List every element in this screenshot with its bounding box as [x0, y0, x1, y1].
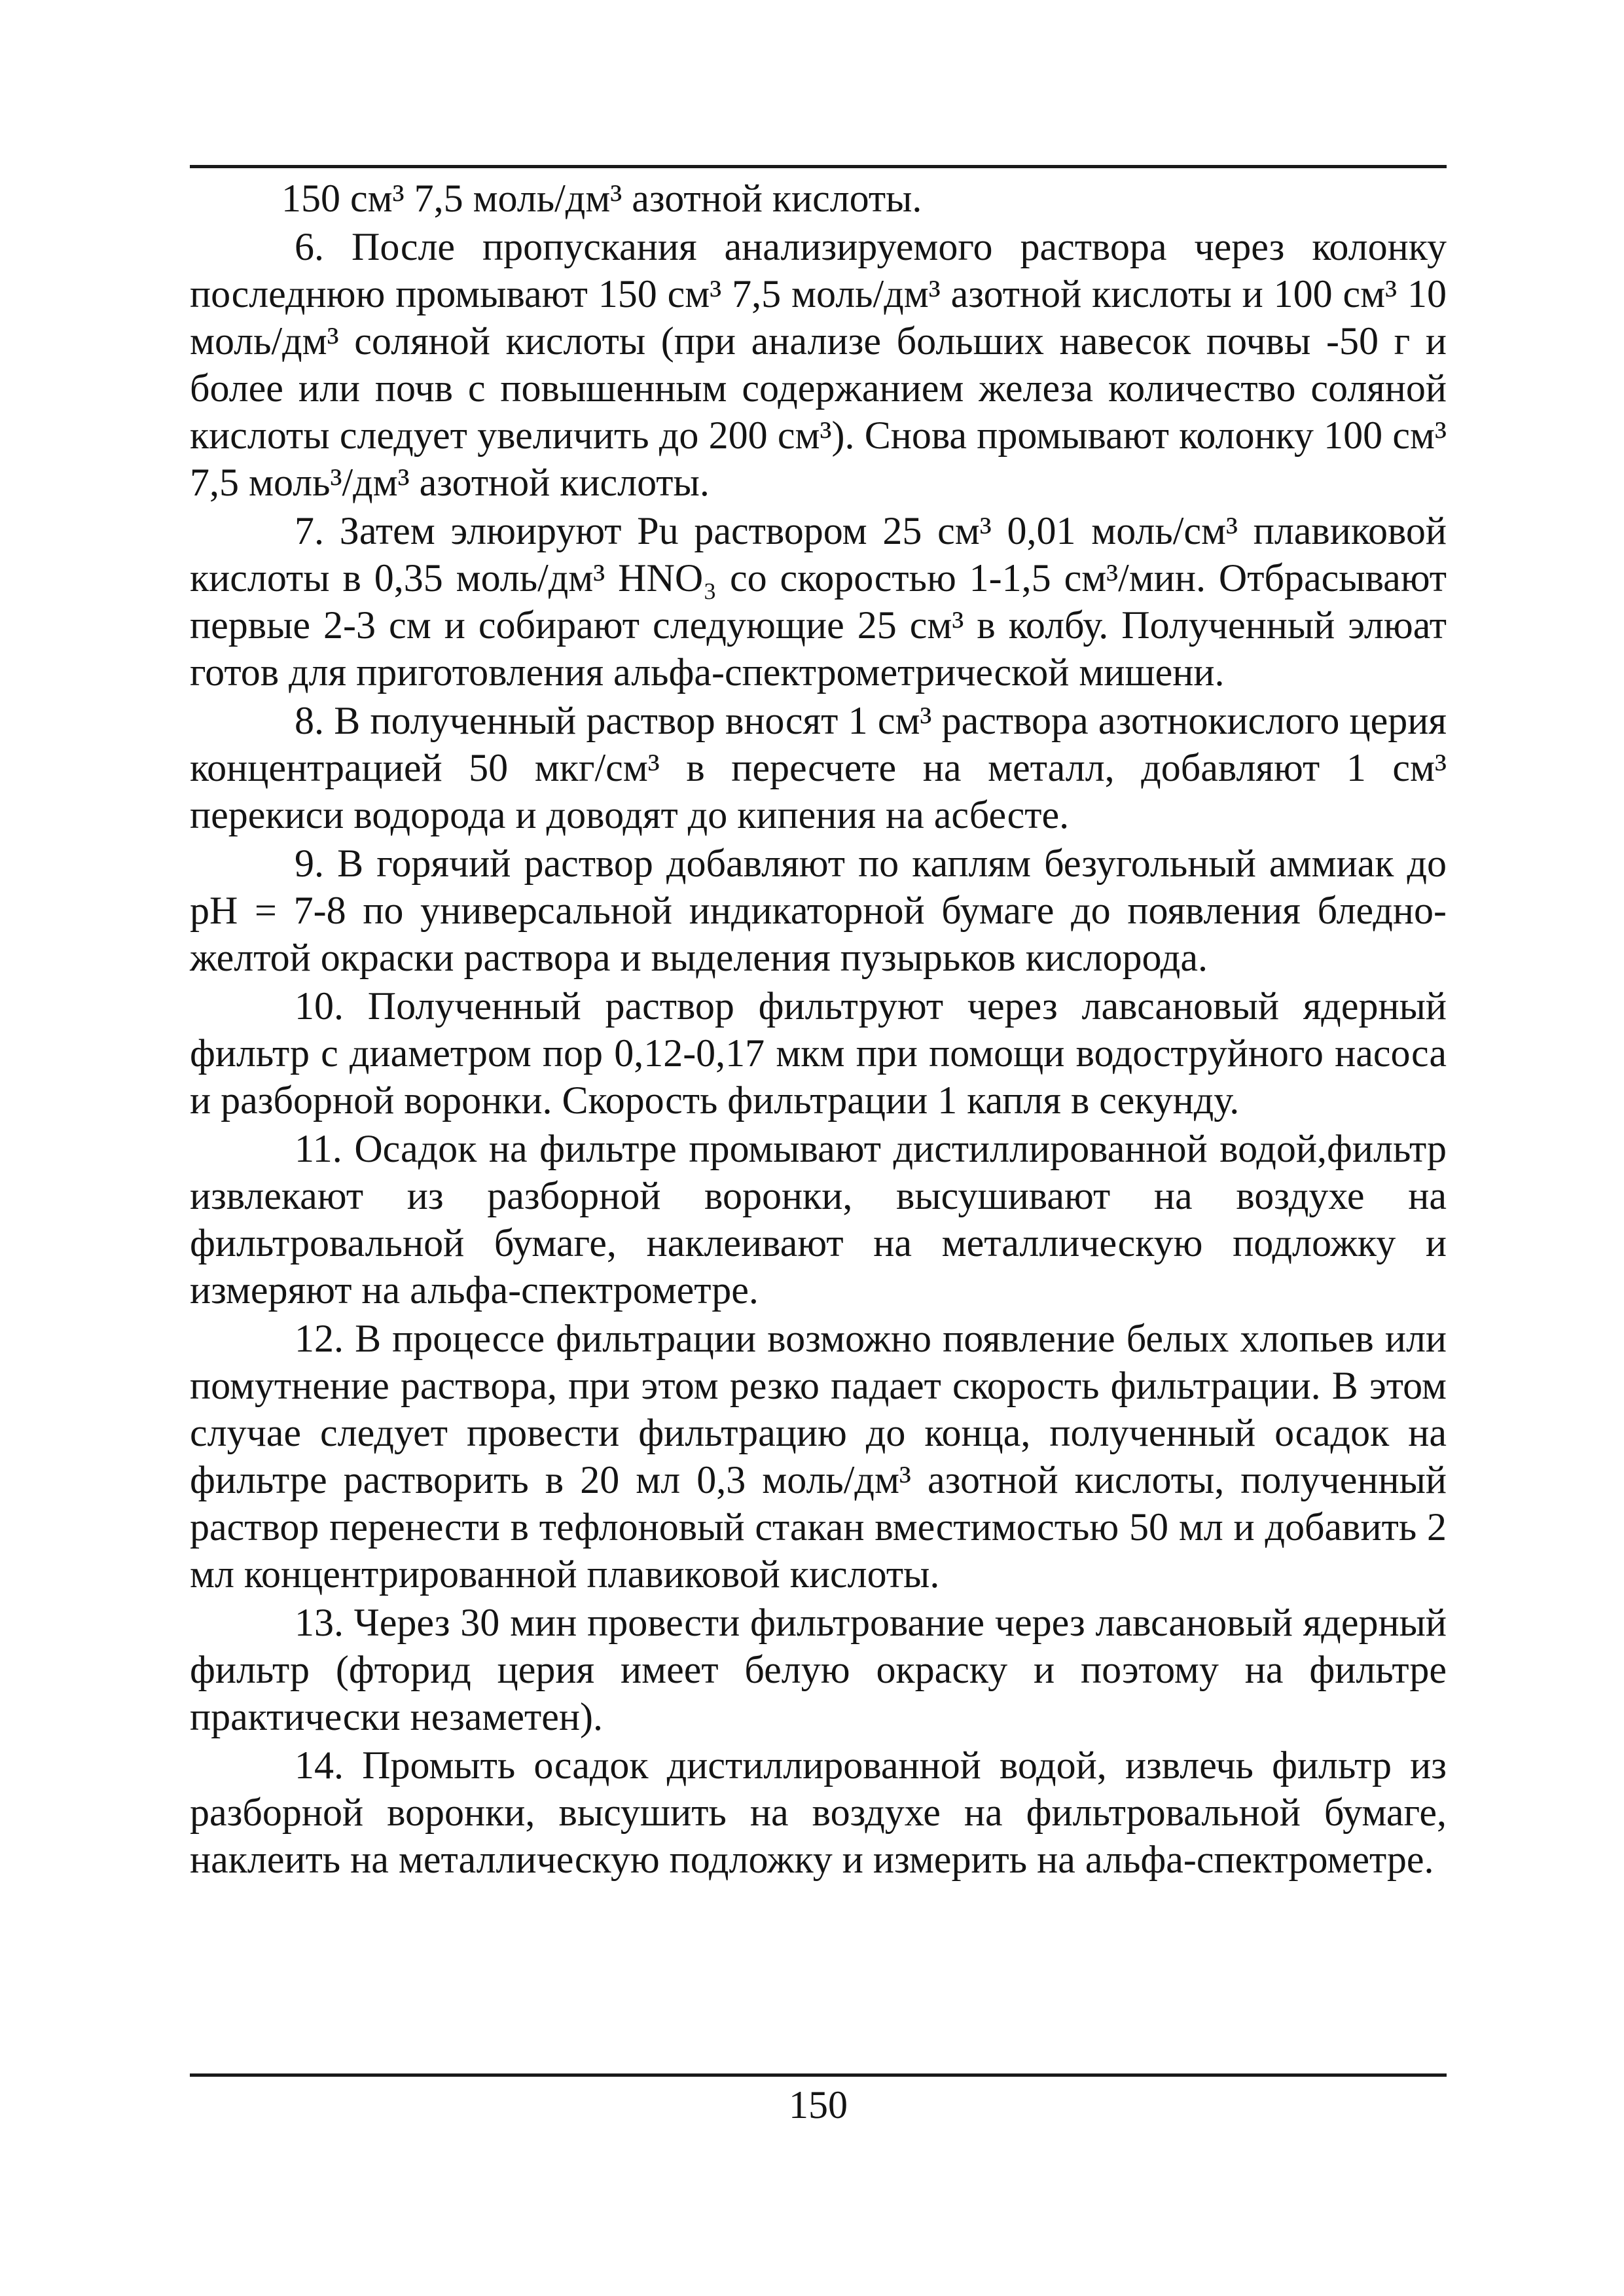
paragraph-step-8: 8. В полученный раствор вносят 1 см³ раствора азотнокислого церия концентрацией 50 мкг/см³ в пересчете на металл, добавляют 1 см³ перекиси водорода и доводят до кипения на асбесте. [190, 699, 1447, 836]
paragraph-step-10: 10. Полученный раствор фильтруют через лавсановый ядерный фильтр с диаметром пор 0,12-0,17 мкм при помощи водоструйного насоса и разборной воронки. Скорость фильтрации 1 капля в секунду. [190, 984, 1447, 1122]
paragraph-step-11: 11. Осадок на фильтре промывают дистиллированной водой,фильтр извлекают из разборной воронки, высушивают на воздухе на фильтровальной бумаге, наклеивают на металлическую подложку и измеряют на альфа-спектрометре. [190, 1127, 1447, 1312]
paragraph-continuation: 150 см³ 7,5 моль/дм³ азотной кислоты. [281, 177, 922, 220]
page-number: 150 [789, 2083, 848, 2126]
bottom-rule [190, 2073, 1447, 2077]
paragraph-step-12: 12. В процессе фильтрации возможно появление белых хлопьев или помутнение раствора, при этом резко падает скорость фильтрации. В этом случае следует провести фильтрацию до конца, полученный осадок на фильтре растворить в 20 мл 0,3 моль/дм³ азотной кислоты, полученный раствор перенести в тефлоновый стакан вместимостью 50 мл и добавить 2 мл концентрированной плавиковой кислоты. [190, 1317, 1447, 1596]
page-body [190, 165, 1447, 1884]
paragraph-step-14: 14. Промыть осадок дистиллированной водой, извлечь фильтр из разборной воронки, высушить на воздухе на фильтровальной бумаге, наклеить на металлическую подложку и измерить на альфа-спектрометре. [190, 1744, 1447, 1881]
paragraph-step-7: 7. Затем элюируют Pu раствором 25 см³ 0,01 моль/см³ плавиковой кислоты в 0,35 моль/дм³ HNO₃ со скоростью 1-1,5 см³/мин. Отбрасывают первые 2-3 см и собирают следующие 25 см³ в колбу. Полученный элюат готов для приготовления альфа-спектрометрической мишени. [190, 509, 1447, 694]
main-text [190, 175, 1447, 1883]
paragraph-step-13: 13. Через 30 мин провести фильтрование через лавсановый ядерный фильтр (фторид церия имеет белую окраску и поэтому на фильтре практически незаметен). [190, 1601, 1447, 1738]
paragraph-step-6: 6. После пропускания анализируемого раствора через колонку последнюю промывают 150 см³ 7,5 моль/дм³ азотной кислоты и 100 см³ 10 моль/дм³ соляной кислоты (при анализе больших навесок почвы -50 г и более или почв с повышенным содержанием железа количество соляной кислоты следует увеличить до 200 см³). Снова промывают колонку 100 см³ 7,5 моль³/дм³ азотной кислоты. [190, 225, 1447, 504]
paragraph-step-9: 9. В горячий раствор добавляют по каплям безугольный аммиак до pH = 7-8 по универсальной индикаторной бумаге до появления бледно-желтой окраски раствора и выделения пузырьков кислорода. [190, 842, 1447, 979]
top-rule [190, 165, 1447, 168]
page-footer [190, 2073, 1447, 2126]
